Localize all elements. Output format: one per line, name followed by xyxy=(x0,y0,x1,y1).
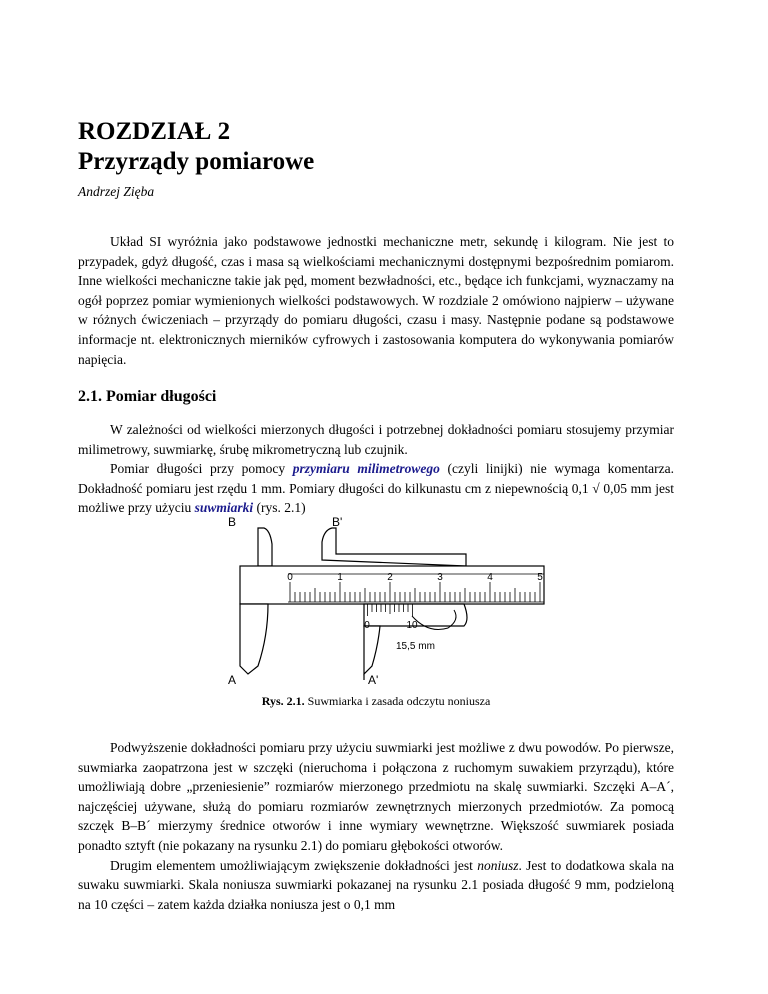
scale-label-0: 0 xyxy=(287,572,293,583)
chapter-title: Przyrządy pomiarowe xyxy=(78,148,315,175)
caption-label: Rys. 2.1. xyxy=(261,694,305,708)
chapter-label: ROZDZIAŁ 2 xyxy=(78,118,231,145)
p2-text-a: Pomiar długości przy pomocy xyxy=(110,461,293,477)
paragraph-4 xyxy=(78,856,674,915)
body-paragraphs xyxy=(78,738,674,914)
keyword-przymiar: przymiaru milimetrowego xyxy=(292,461,440,477)
label-b: B xyxy=(228,516,237,529)
paragraph-1: W zależności od wielkości mierzonych długości i potrzebnej dokładności pomiaru stosujemy przymiar milimetrowy, suwmiarkę, śrubę mikrometryczną lub czujnik. xyxy=(78,422,674,457)
intro-text: Układ SI wyróżnia jako podstawowe jednostki mechaniczne metr, sekundę i kilogram. Nie jest to przypadek, gdyż długość, czas i masa są wielkościami mechanicznymi dostępnymi bezpośrednim pomiarom. Inne wielkości mechaniczne takie jak pęd, moment bezwładności, etc., będące ich funkcjami, wyznaczamy na ogół poprzez pomiar wymienionych wielkości podstawowych. W rozdziale 2 omówiono najpierw – używane w różnych ćwiczeniach – przyrządy do pomiaru długości, czasu i masy. Następnie podane są podstawowe informacje nt. elektronicznych mierników cyfrowych i zastosowania komputera do wykonywania pomiarów napięcia. xyxy=(78,234,674,367)
p4-text-a: Drugim elementem umożliwiającym zwiększenie dokładności jest xyxy=(110,857,478,873)
vernier-label-0: 0 xyxy=(364,620,370,631)
keyword-noniusz: noniusz xyxy=(477,857,519,873)
figure-caption xyxy=(78,694,674,709)
scale-label-3: 3 xyxy=(437,572,443,583)
paragraph-2 xyxy=(78,459,674,518)
p4-text-b: . Jest to dodatkowa skala na suwaku suwmiarki. Skala noniusza suwmiarki pokazanej na rysunku 2.1 posiada długość 9 mm, podzieloną na 10 części – zatem każda działka noniusza jest o 0,1 mm xyxy=(78,857,674,912)
paragraph-3: Podwyższenie dokładności pomiaru przy użyciu suwmiarki jest możliwe z dwu powodów. Po pierwsze, suwmiarka zaopatrzona jest w szczęki (nieruchoma i połączona z ruchomym suwakiem przyrządu), które umożliwiają dobre „przeniesienie” rozmiarów mierzonego przedmiotu na skalę suwmiarki. Szczęki A–A´, najczęściej używane, służą do pomiaru rozmiarów zewnętrznych mierzonych przedmiotów. Za pomocą szczęk B–B´ mierzymy średnice otworów i inne wymiary wewnętrzne. Większość suwmiarek posiada ponadto sztyft (nie pokazany na rysunku 2.1) do pomiaru głębokości otworów. xyxy=(78,740,674,853)
caption-text: Suwmiarka i zasada odczytu noniusza xyxy=(304,694,491,708)
label-b-prime: B' xyxy=(332,516,343,529)
scale-label-5: 5 xyxy=(537,572,543,583)
scale-label-1: 1 xyxy=(337,572,343,583)
vernier-label-10: 10 xyxy=(406,620,418,631)
scale-label-2: 2 xyxy=(387,572,393,583)
p2-text-b: (czyli linijki) nie wymaga komentarza. Dokładność pomiaru jest rzędu 1 mm. Pomiary długości do kilkunastu cm z niepewnością 0,1 √ 0,05 mm jest możliwe przy użyciu xyxy=(78,461,675,516)
section-heading: 2.1. Pomiar długości xyxy=(78,388,217,405)
scale-label-4: 4 xyxy=(487,572,493,583)
label-a-prime: A' xyxy=(368,673,379,687)
caliper-figure xyxy=(228,516,548,688)
p2-text-c: (rys. 2.1) xyxy=(253,500,306,516)
section-paragraphs xyxy=(78,420,674,518)
label-a: A xyxy=(228,673,237,687)
intro-paragraph xyxy=(78,232,674,369)
keyword-suwmiarka: suwmiarki xyxy=(194,500,254,516)
reading-label: 15,5 mm xyxy=(396,641,435,652)
author: Andrzej Zięba xyxy=(78,184,155,199)
